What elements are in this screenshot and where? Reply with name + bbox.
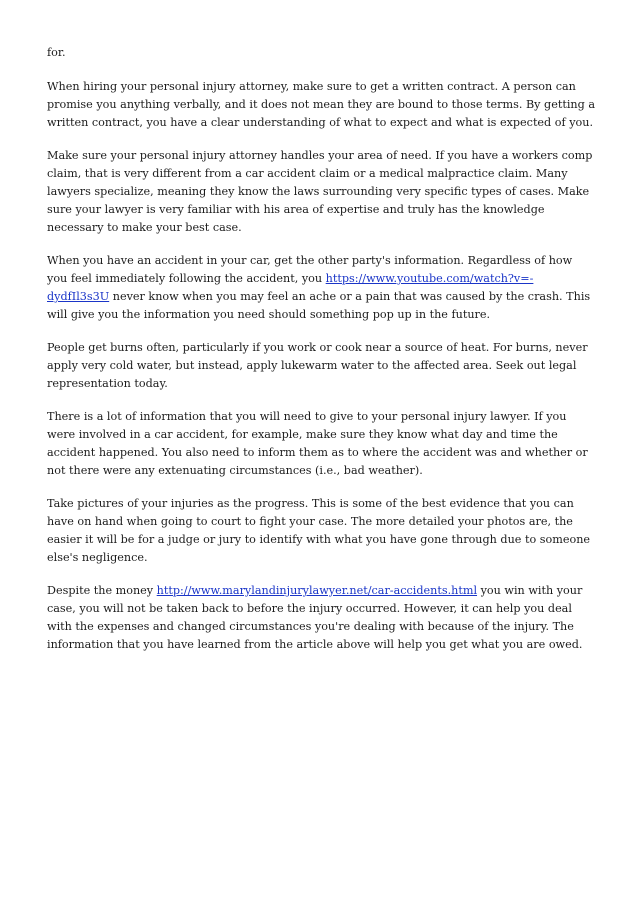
youtube-link[interactable]: https://www.youtube.com/watch?v=-dydfIl3s3U <box>47 272 534 303</box>
paragraph-information-to-lawyer: There is a lot of information that you will need to give to your personal injury lawyer. If you were involved in a car accident, for example, make sure they know what day and time the accident happened. You also need to inform them as to where the accident was and whether or not there were any extenuating circumstances (i.e., bad weather). <box>47 410 588 477</box>
document-page <box>47 44 595 669</box>
paragraph-text-before-link: When you have an accident in your car, get the other party's information. Regardless of how you feel immediately following the accident, you <box>47 254 573 285</box>
paragraph-text-before-link: Despite the money <box>47 584 157 597</box>
maryland-injury-lawyer-link[interactable]: http://www.marylandinjurylawyer.net/car-accidents.html <box>156 584 478 597</box>
paragraph-despite-money <box>47 582 595 654</box>
paragraph-area-of-need: Make sure your personal injury attorney handles your area of need. If you have a workers comp claim, that is very different from a car accident claim or a medical malpractice claim. Many lawyers specialize, meaning they know the laws surrounding very specific types of cases. Make sure your lawyer is very familiar with his area of expertise and truly has the knowledge necessary to make your best case. <box>47 149 593 234</box>
paragraph-written-contract: When hiring your personal injury attorney, make sure to get a written contract. A person can promise you anything verbally, and it does not mean they are bound to those terms. By getting a written contract, you have a clear understanding of what to expect and what is expected of you. <box>47 80 596 129</box>
paragraph-take-pictures: Take pictures of your injuries as the progress. This is some of the best evidence that you can have on hand when going to court to fight your case. The more detailed your photos are, the easier it will be for a judge or jury to identify with what you have gone through due to someone else's negligence. <box>47 497 591 564</box>
paragraph-car-accident-info <box>47 252 595 324</box>
paragraph-text-after-link: you win with your case, you will not be taken back to before the injury occurred. However, it can help you deal with the expenses and changed circumstances you're dealing with because of the injury. The information that you have learned from the article above will help you get what you are owed. <box>47 584 583 651</box>
paragraph-text-after-link: never know when you may feel an ache or a pain that was caused by the crash. This will give you the information you need should something pop up in the future. <box>47 290 591 321</box>
paragraph-fragment: for. <box>47 46 66 59</box>
paragraph-burns: People get burns often, particularly if you work or cook near a source of heat. For burns, never apply very cold water, but instead, apply lukewarm water to the affected area. Seek out legal representation today. <box>47 341 588 390</box>
